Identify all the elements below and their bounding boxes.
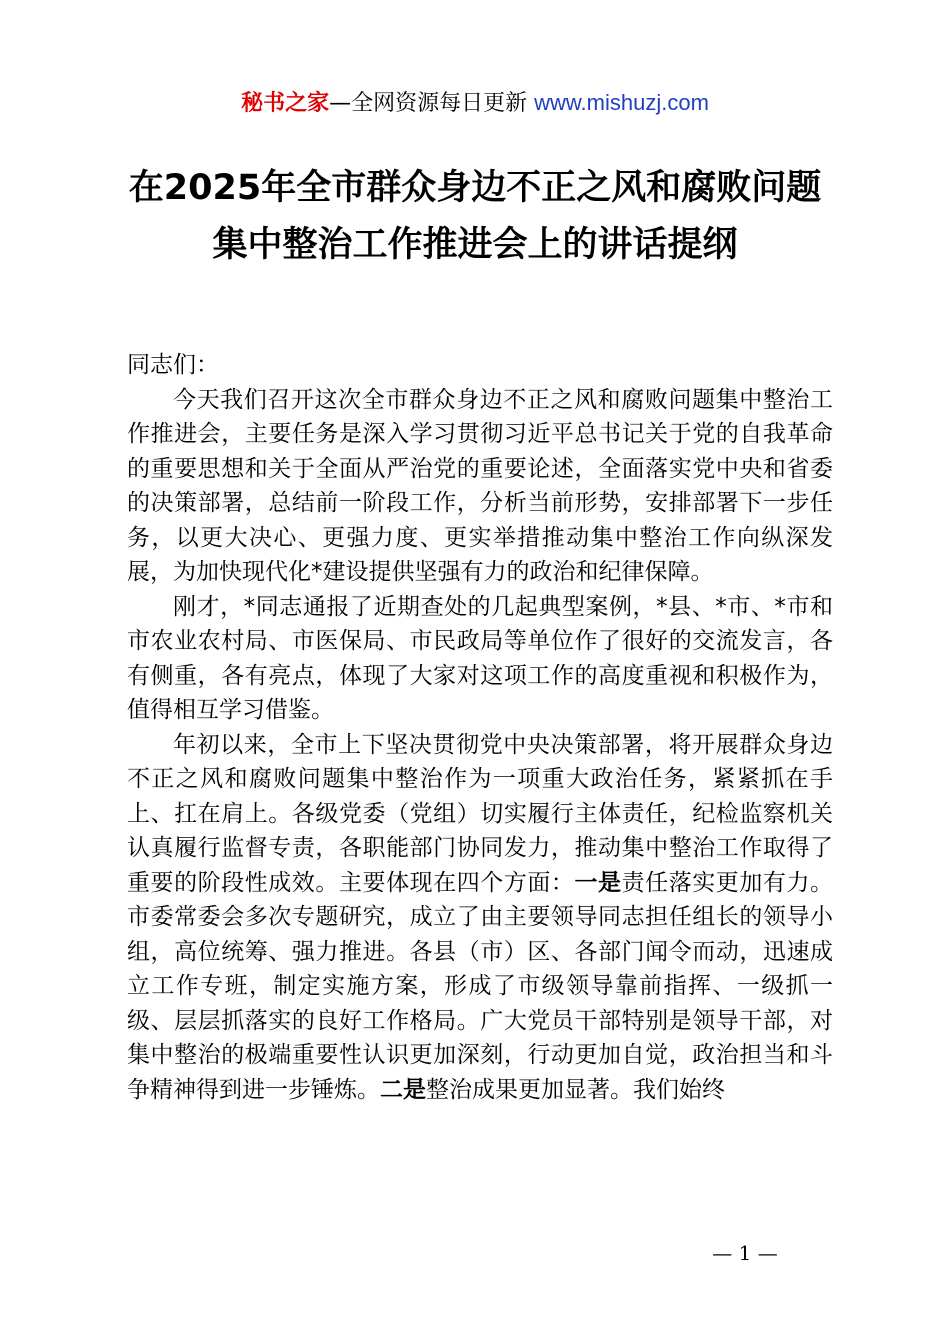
header-tagline: —全网资源每日更新 [329,91,528,116]
site-url-link[interactable]: www.mishuzj.com [534,90,709,115]
brand-name: 秘书之家 [241,91,330,116]
paragraph-3 [127,728,833,1108]
title-line-2: 集中整治工作推进会上的讲话提纲 [212,225,738,265]
document-body [127,348,833,1107]
point-one-label: 一是 [574,869,622,896]
document-title [0,160,950,274]
paragraph-3-intro: 年初以来，全市上下坚决贯彻党中央决策部署，将开展群众身边不正之风和腐败问题集中整治作为一项重大政治任务，紧紧抓在手上、扛在肩上。各级党委（党组）切实履行主体责任，纪检监察机关认真履行监督专责，各职能部门协同发力，推动集中整治工作取得了重要的阶段性成效。主要体现在四个方面： [127,731,833,896]
paragraph-2: 刚才，*同志通报了近期查处的几起典型案例，*县、*市、*市和市农业农村局、市医保局、市民政局等单位作了很好的交流发言，各有侧重，各有亮点，体现了大家对这项工作的高度重视和积极作为，值得相互学习借鉴。 [127,593,833,723]
title-line-1: 在2025年全市群众身边不正之风和腐败问题 [128,168,822,208]
salutation: 同志们： [127,352,219,378]
paragraph-1: 今天我们召开这次全市群众身边不正之风和腐败问题集中整治工作推进会，主要任务是深入学习贯彻习近平总书记关于党的自我革命的重要思想和关于全面从严治党的重要论述，全面落实党中央和省委的决策部署，总结前一阶段工作，分析当前形势，安排部署下一步任务，以更大决心、更强力度、更实举措推动集中整治工作向纵深发展，为加快现代化*建设提供坚强有力的政治和纪律保障。 [127,386,833,585]
point-two-text: 整治成果更加显著。我们始终 [426,1076,725,1103]
page-number: — 1 — [712,1241,778,1265]
site-header [0,86,950,121]
point-one-text: 责任落实更加有力。市委常委会多次专题研究，成立了由主要领导同志担任组长的领导小组，高位统筹、强力推进。各县（市）区、各部门闻令而动，迅速成立工作专班，制定实施方案，形成了市级领导靠前指挥、一级抓一级、层层抓落实的良好工作格局。广大党员干部特别是领导干部，对集中整治的极端重要性认识更加深刻，行动更加自觉，政治担当和斗争精神得到进一步锤炼。 [127,869,834,1103]
point-two-label: 二是 [380,1076,426,1103]
